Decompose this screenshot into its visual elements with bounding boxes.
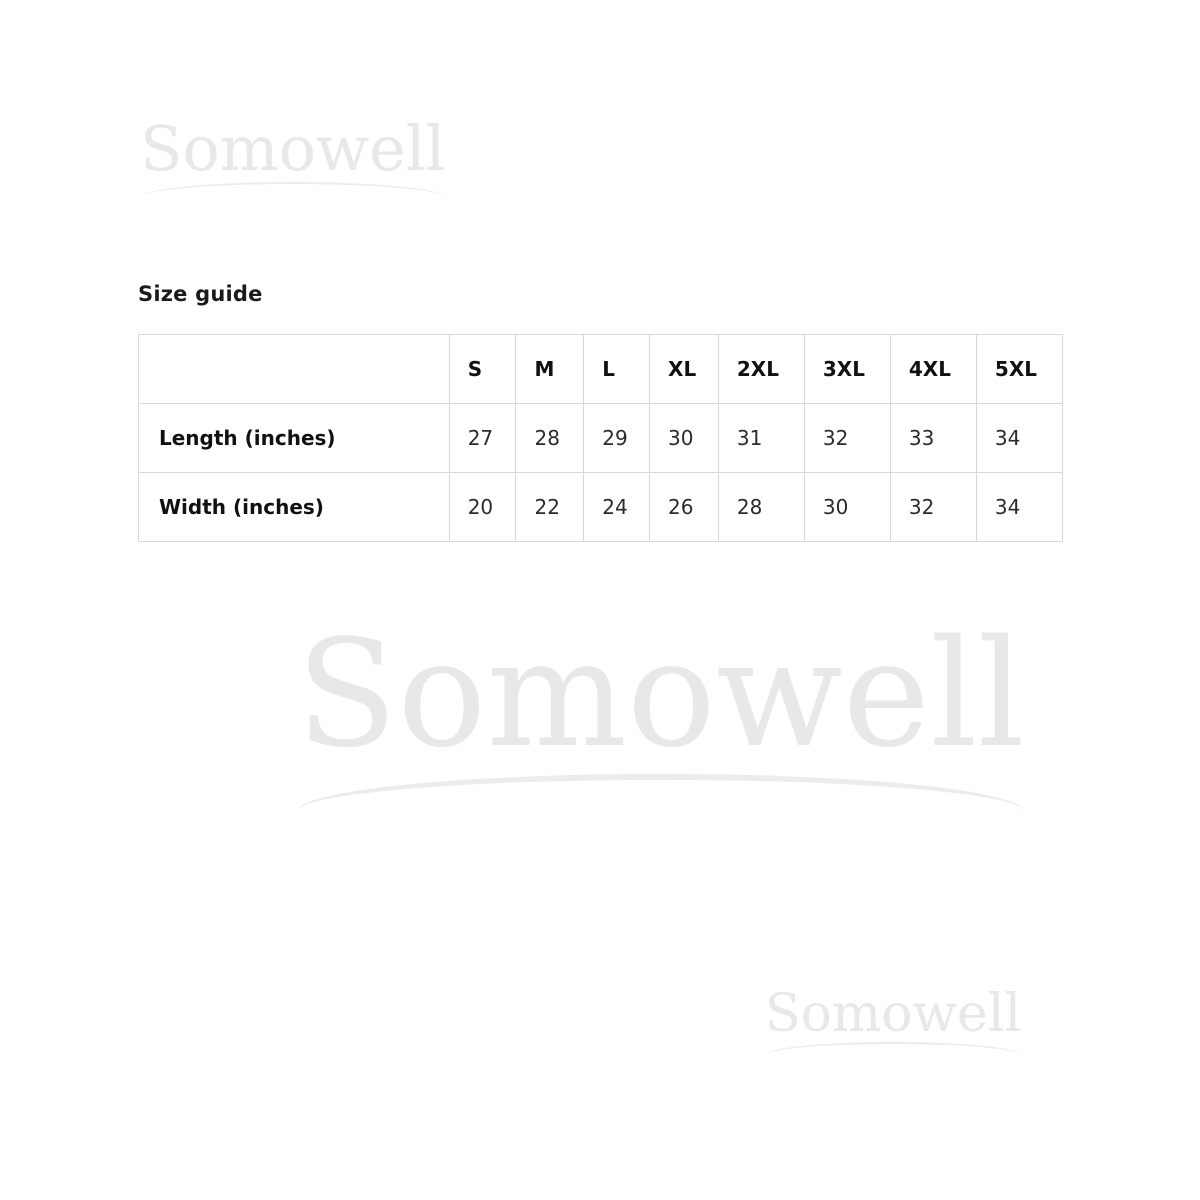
cell-length-s: 27 [449, 404, 516, 473]
cell-length-5xl: 34 [976, 404, 1062, 473]
brand-watermark-bottom-swoosh [765, 1042, 1021, 1053]
row-label-width: Width (inches) [139, 473, 450, 542]
size-guide-table [138, 334, 1063, 542]
cell-width-4xl: 32 [890, 473, 976, 542]
cell-length-2xl: 31 [718, 404, 804, 473]
cell-width-5xl: 34 [976, 473, 1062, 542]
row-label-length: Length (inches) [139, 404, 450, 473]
brand-watermark-center [296, 608, 1025, 806]
column-header-2xl: 2XL [718, 335, 804, 404]
size-guide-section [138, 282, 1063, 542]
brand-watermark-center-swoosh [296, 774, 1025, 807]
cell-width-xl: 26 [650, 473, 719, 542]
brand-watermark-center-text: Somowell [296, 608, 1025, 780]
column-header-s: S [449, 335, 516, 404]
cell-width-3xl: 30 [804, 473, 890, 542]
column-header-xl: XL [650, 335, 719, 404]
cell-length-3xl: 32 [804, 404, 890, 473]
cell-length-l: 29 [584, 404, 650, 473]
cell-width-l: 24 [584, 473, 650, 542]
brand-watermark-top [140, 112, 446, 196]
table-row [139, 404, 1063, 473]
cell-length-m: 28 [516, 404, 584, 473]
table-corner-cell [139, 335, 450, 404]
brand-watermark-bottom [765, 984, 1022, 1054]
page-title: Size guide [138, 282, 263, 306]
brand-watermark-top-swoosh [140, 182, 445, 196]
table-row [139, 473, 1063, 542]
cell-width-m: 22 [516, 473, 584, 542]
column-header-3xl: 3XL [804, 335, 890, 404]
column-header-5xl: 5XL [976, 335, 1062, 404]
column-header-l: L [584, 335, 650, 404]
cell-length-4xl: 33 [890, 404, 976, 473]
brand-watermark-bottom-text: Somowell [765, 984, 1022, 1044]
cell-length-xl: 30 [650, 404, 719, 473]
column-header-4xl: 4XL [890, 335, 976, 404]
column-header-m: M [516, 335, 584, 404]
brand-watermark-top-text: Somowell [140, 112, 446, 185]
cell-width-2xl: 28 [718, 473, 804, 542]
table-header-row [139, 335, 1063, 404]
cell-width-s: 20 [449, 473, 516, 542]
